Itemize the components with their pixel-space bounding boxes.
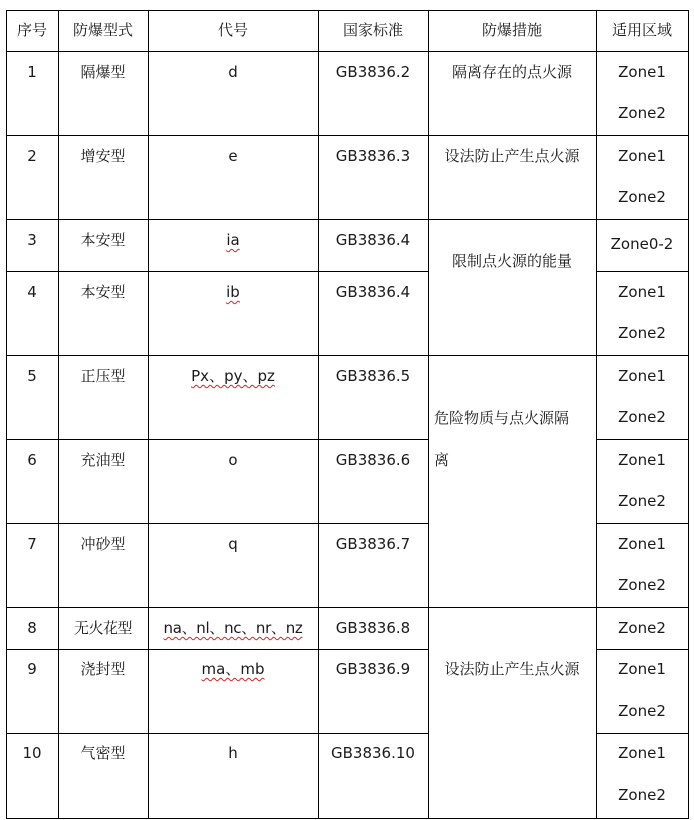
row-5-code: Px、py、pz xyxy=(191,367,275,385)
row-8-code: na、nl、nc、nr、nz xyxy=(163,619,303,637)
row-8-no: 8 xyxy=(27,619,37,637)
row-7-zone-a: Zone1 xyxy=(618,535,666,553)
row-5-no: 5 xyxy=(27,367,37,385)
row-1-standard: GB3836.2 xyxy=(335,63,411,81)
row-1-code: d xyxy=(228,63,238,81)
grid-hline-right-0 xyxy=(596,135,689,136)
grid-hline-right-1 xyxy=(596,219,689,220)
row-2-no: 2 xyxy=(27,147,37,165)
row-3-standard: GB3836.4 xyxy=(335,231,411,249)
grid-hline-right-8 xyxy=(596,733,689,734)
grid-vline-4 xyxy=(428,10,429,818)
row-5-zone-b: Zone2 xyxy=(618,408,666,426)
row-5-type: 正压型 xyxy=(80,367,126,385)
row-1-type: 隔爆型 xyxy=(80,63,126,81)
row-6-code: o xyxy=(228,451,238,469)
grid-vline-2 xyxy=(148,10,149,818)
row-1-zone-b: Zone2 xyxy=(618,104,666,122)
row-1-zone-a: Zone1 xyxy=(618,63,666,81)
row-6-type: 充油型 xyxy=(80,451,126,469)
grid-hline-measure-0 xyxy=(428,135,597,136)
grid-hline-full-1 xyxy=(6,51,689,52)
measure-separate-line1: 危险物质与点火源隔 xyxy=(434,409,570,427)
grid-hline-left-7 xyxy=(6,649,429,650)
row-8-zone: Zone2 xyxy=(618,619,666,637)
row-9-zone-a: Zone1 xyxy=(618,660,666,678)
grid-hline-left-8 xyxy=(6,733,429,734)
grid-hline-right-4 xyxy=(596,439,689,440)
measure-separate-line2: 离 xyxy=(434,451,450,469)
header-type: 防爆型式 xyxy=(72,21,133,39)
row-10-standard: GB3836.10 xyxy=(331,744,415,762)
row-9-type: 浇封型 xyxy=(80,660,126,678)
row-5-zone-a: Zone1 xyxy=(618,367,666,385)
grid-hline-left-3 xyxy=(6,355,429,356)
row-6-standard: GB3836.6 xyxy=(335,451,411,469)
row-8-standard: GB3836.8 xyxy=(335,619,411,637)
row-7-zone-b: Zone2 xyxy=(618,576,666,594)
row-7-type: 冲砂型 xyxy=(80,535,126,553)
header-standard: 国家标准 xyxy=(342,21,403,39)
row-4-code: ib xyxy=(226,283,240,301)
grid-hline-left-6 xyxy=(6,607,429,608)
grid-hline-right-2 xyxy=(596,271,689,272)
row-7-standard: GB3836.7 xyxy=(335,535,411,553)
header-measure: 防爆措施 xyxy=(481,21,542,39)
measure-prevent-2: 设法防止产生点火源 xyxy=(444,660,580,678)
row-4-type: 本安型 xyxy=(80,283,126,301)
grid-vline-3 xyxy=(318,10,319,818)
row-10-zone-b: Zone2 xyxy=(618,786,666,804)
grid-hline-measure-1 xyxy=(428,219,597,220)
row-9-no: 9 xyxy=(27,660,37,678)
row-2-standard: GB3836.3 xyxy=(335,147,411,165)
row-4-no: 4 xyxy=(27,283,37,301)
grid-hline-left-4 xyxy=(6,439,429,440)
grid-hline-right-5 xyxy=(596,523,689,524)
row-7-no: 7 xyxy=(27,535,37,553)
grid-hline-full-2 xyxy=(6,818,689,819)
row-7-code: q xyxy=(228,535,238,553)
row-4-zone-a: Zone1 xyxy=(618,283,666,301)
row-6-zone-a: Zone1 xyxy=(618,451,666,469)
measure-isolate: 隔离存在的点火源 xyxy=(451,63,572,81)
row-6-no: 6 xyxy=(27,451,37,469)
grid-hline-left-0 xyxy=(6,135,429,136)
row-2-type: 增安型 xyxy=(80,147,126,165)
grid-vline-0 xyxy=(6,10,7,818)
row-5-standard: GB3836.5 xyxy=(335,367,411,385)
row-10-type: 气密型 xyxy=(80,744,126,762)
grid-hline-right-3 xyxy=(596,355,689,356)
row-10-no: 10 xyxy=(22,744,42,762)
header-zone: 适用区域 xyxy=(611,21,672,39)
row-9-standard: GB3836.9 xyxy=(335,660,411,678)
row-3-type: 本安型 xyxy=(80,231,126,249)
row-2-code: e xyxy=(228,147,238,165)
header-code: 代号 xyxy=(217,21,248,39)
row-3-zone: Zone0-2 xyxy=(610,235,674,253)
measure-limit-energy: 限制点火源的能量 xyxy=(451,252,572,270)
grid-hline-full-0 xyxy=(6,10,689,11)
grid-hline-right-6 xyxy=(596,607,689,608)
row-9-code: ma、mb xyxy=(201,660,265,678)
grid-hline-left-2 xyxy=(6,271,429,272)
row-6-zone-b: Zone2 xyxy=(618,492,666,510)
row-4-zone-b: Zone2 xyxy=(618,324,666,342)
header-no: 序号 xyxy=(16,21,47,39)
grid-hline-measure-2 xyxy=(428,355,597,356)
row-9-zone-b: Zone2 xyxy=(618,702,666,720)
row-2-zone-b: Zone2 xyxy=(618,188,666,206)
row-2-zone-a: Zone1 xyxy=(618,147,666,165)
grid-hline-left-1 xyxy=(6,219,429,220)
grid-hline-right-7 xyxy=(596,649,689,650)
grid-hline-left-5 xyxy=(6,523,429,524)
row-4-standard: GB3836.4 xyxy=(335,283,411,301)
row-10-code: h xyxy=(228,744,238,762)
grid-hline-measure-3 xyxy=(428,607,597,608)
row-3-code: ia xyxy=(226,231,240,249)
measure-prevent-1: 设法防止产生点火源 xyxy=(444,147,580,165)
row-10-zone-a: Zone1 xyxy=(618,744,666,762)
row-1-no: 1 xyxy=(27,63,37,81)
row-8-type: 无火花型 xyxy=(73,619,132,637)
grid-vline-6 xyxy=(688,10,689,818)
row-3-no: 3 xyxy=(27,231,37,249)
grid-vline-1 xyxy=(58,10,59,818)
